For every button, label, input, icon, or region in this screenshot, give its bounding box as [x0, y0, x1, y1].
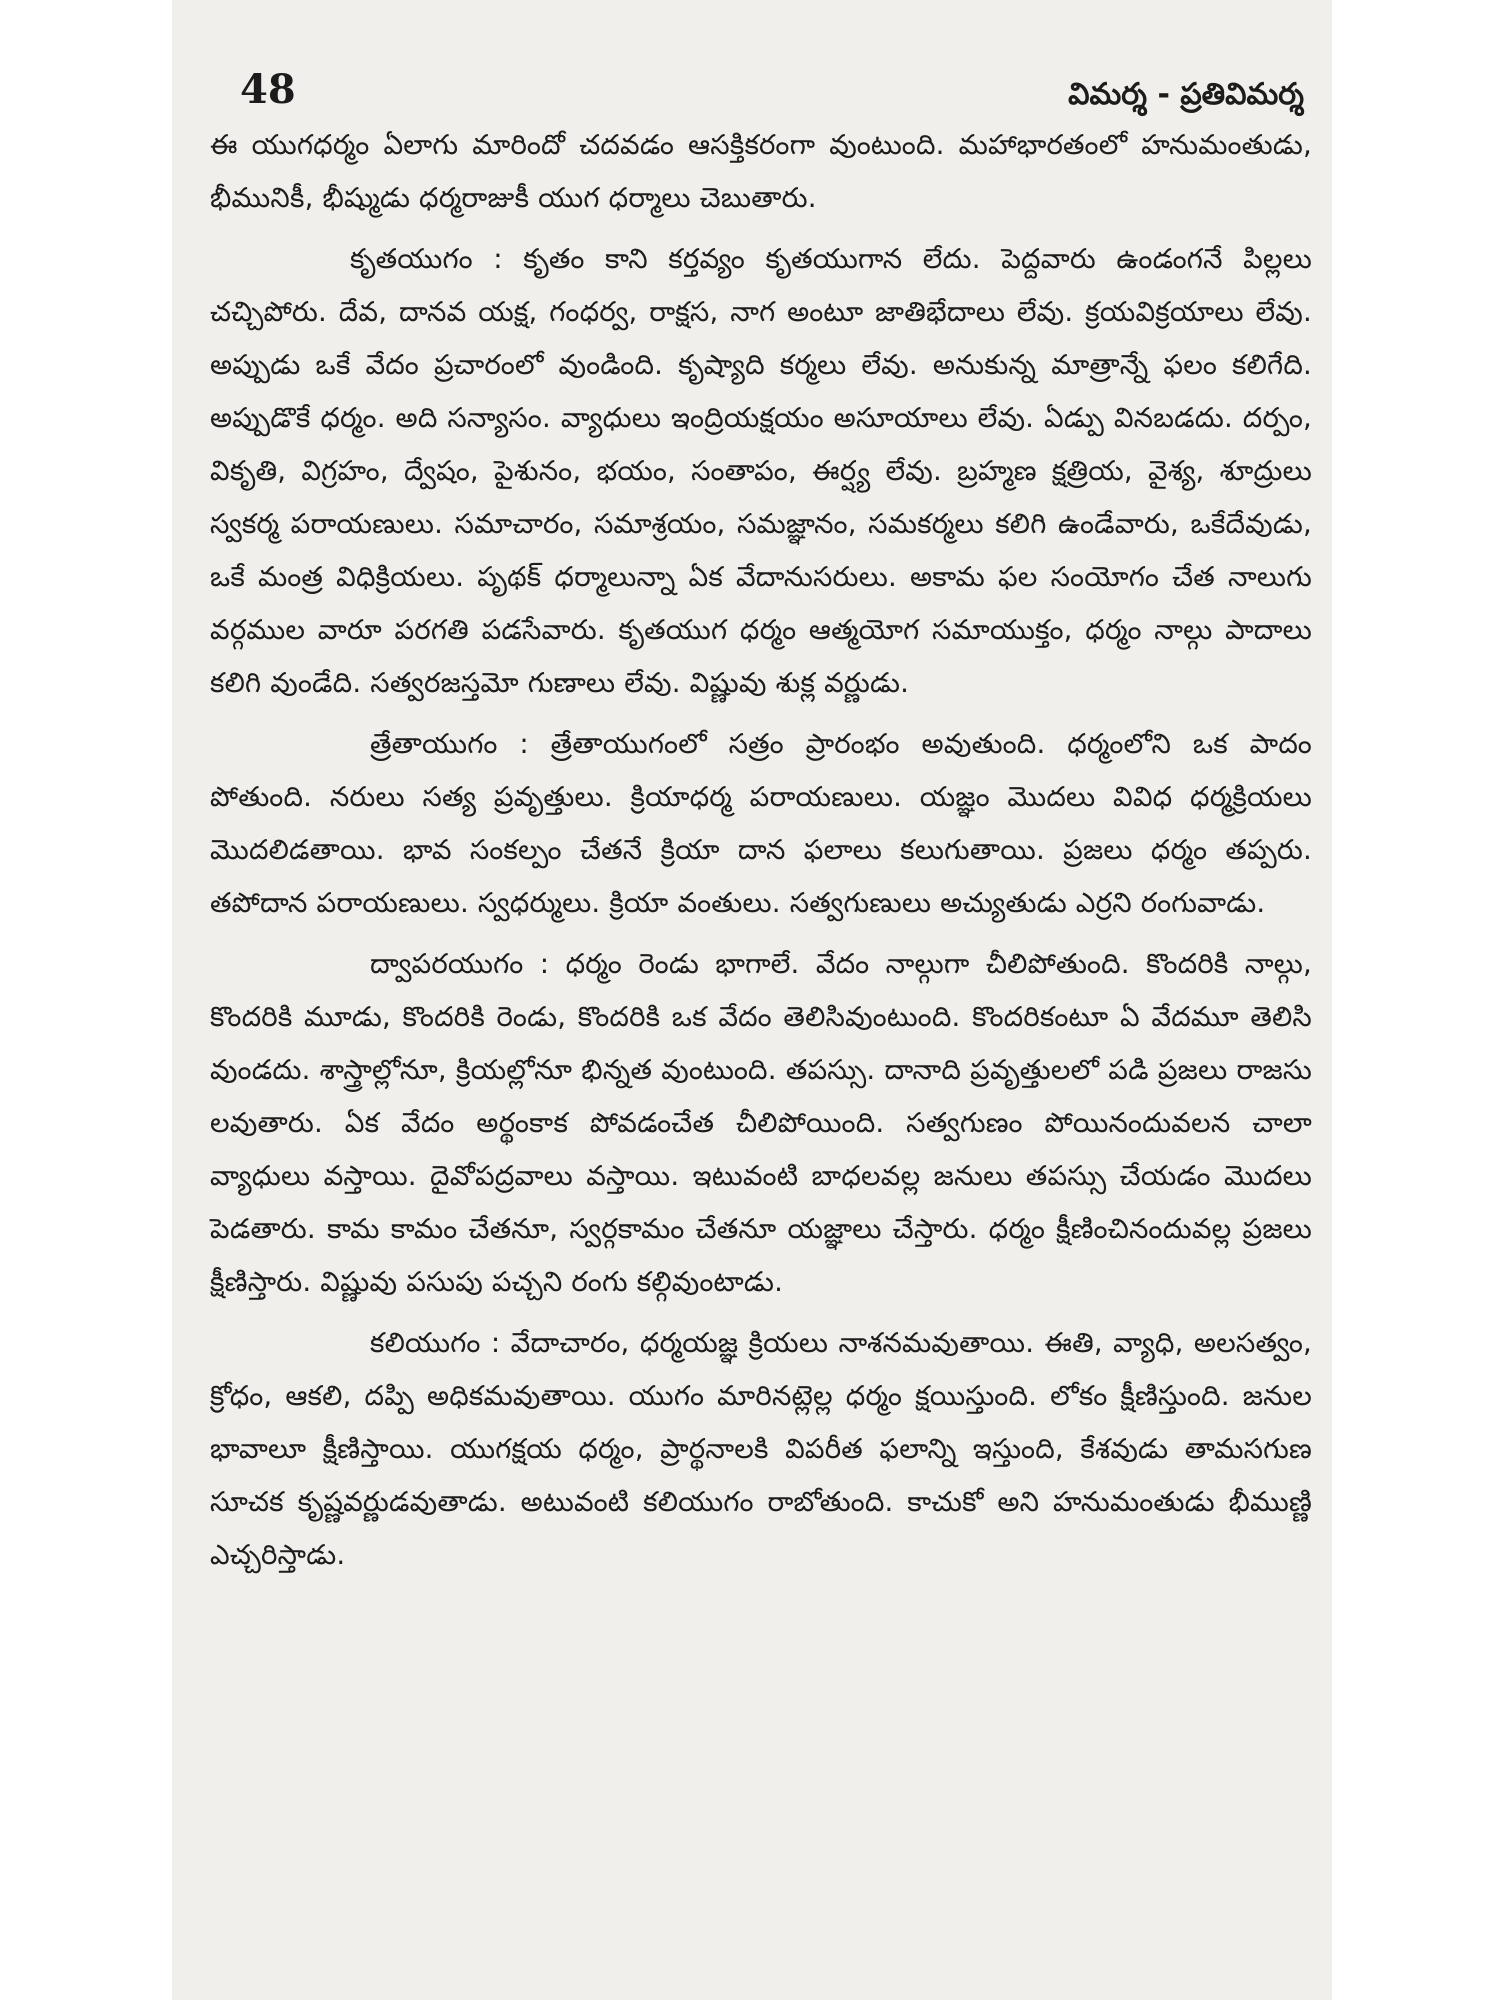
- paragraph-krita-yuga: కృతయుగం : కృతం కాని కర్తవ్యం కృతయుగాన లేదు. పెద్దవారు ఉండంగనే పిల్లలు చచ్చిపోరు. దేవ, దానవ యక్ష, గంధర్వ, రాక్షస, నాగ అంటూ జాతిభేదాలు లేవు. క్రయవిక్రయాలు లేవు. అప్పుడు ఒకే వేదం ప్రచారంలో వుండింది. కృష్యాది కర్మలు లేవు. అనుకున్న మాత్రాన్నే ఫలం కలిగేది. అప్పుడొకే ధర్మం. అది సన్యాసం. వ్యాధులు ఇంద్రియక్షయం అసూయాలు లేవు. ఏడ్పు వినబడదు. దర్పం, వికృతి, విగ్రహం, ద్వేషం, పైశునం, భయం, సంతాపం, ఈర్ష్య లేవు. బ్రహ్మణ క్షత్రియ, వైశ్య, శూద్రులు స్వకర్మ పరాయణులు. సమాచారం, సమాశ్రయం, సమజ్ఞానం, సమకర్మలు కలిగి ఉండేవారు, ఒకేదేవుడు, ఒకే మంత్ర విధిక్రియలు. పృథక్ ధర్మాలున్నా ఏక వేదానుసరులు. అకామ ఫల సంయోగం చేత నాలుగు వర్గముల వారూ పరగతి పడసేవారు. కృతయుగ ధర్మం ఆత్మయోగ సమాయుక్తం, ధర్మం నాల్గు పాదాలు కలిగి వుండేది. సత్వరజస్తమో గుణాలు లేవు. విష్ణువు శుక్ల వర్ణుడు.: [210, 242, 1312, 699]
- paragraph-dvapara-yuga: ద్వాపరయుగం : ధర్మం రెండు భాగాలే. వేదం నాల్గుగా చీలిపోతుంది. కొందరికి నాల్గు, కొందరికి మూడు, కొందరికి రెండు, కొందరికి ఒక వేదం తెలిసివుంటుంది. కొందరికంటూ ఏ వేదమూ తెలిసి వుండదు. శాస్త్రాల్లోనూ, క్రియల్లోనూ భిన్నత వుంటుంది. తపస్సు. దానాది ప్రవృత్తులలో పడి ప్రజలు రాజసు లవుతారు. ఏక వేదం అర్థంకాక పోవడంచేత చీలిపోయింది. సత్వగుణం పోయినందువలన చాలా వ్యాధులు వస్తాయి. దైవోపద్రవాలు వస్తాయి. ఇటువంటి బాధలవల్ల జనులు తపస్సు చేయడం మొదలు పెడతారు. కామ కామం చేతనూ, స్వర్గకామం చేతనూ యజ్ఞాలు చేస్తారు. ధర్మం క్షీణించినందువల్ల ప్రజలు క్షీణిస్తారు. విష్ణువు పసుపు పచ్చని రంగు కల్గివుంటాడు.: [210, 947, 1312, 1298]
- page-header: [210, 52, 1312, 113]
- paragraph-kali-yuga: కలియుగం : వేదాచారం, ధర్మయజ్ఞ క్రియలు నాశనమవుతాయి. ఈతి, వ్యాధి, అలసత్వం, క్రోధం, ఆకలి, దప్పి అధికమవుతాయి. యుగం మారినట్లెల్ల ధర్మం క్షయిస్తుంది. లోకం క్షీణిస్తుంది. జనుల భావాలూ క్షీణిస్తాయి. యుగక్షయ ధర్మం, ప్రార్థనాలకి విపరీత ఫలాన్ని ఇస్తుంది, కేశవుడు తామసగుణ సూచక కృష్ణవర్ణుడవుతాడు. అటువంటి కలియుగం రాబోతుంది. కాచుకో అని హనుమంతుడు భీముణ్ణి ఎచ్చరిస్తాడు.: [210, 1326, 1312, 1571]
- body-text: [210, 118, 1312, 1581]
- page-number: 48: [240, 66, 296, 113]
- paragraph-intro: ఈ యుగధర్మం ఏలాగు మారిందో చదవడం ఆసక్తికరంగా వుంటుంది. మహాభారతంలో హనుమంతుడు, భీమునికీ, భీష్ముడు ధర్మరాజుకీ యుగ ధర్మాలు చెబుతారు.: [210, 128, 1312, 214]
- running-head: విమర్శ - ప్రతివిమర్శ: [1068, 77, 1304, 112]
- book-page: [172, 0, 1332, 2000]
- paragraph-treta-yuga: త్రేతాయుగం : త్రేతాయుగంలో సత్రం ప్రారంభం అవుతుంది. ధర్మంలోని ఒక పాదం పోతుంది. నరులు సత్య ప్రవృత్తులు. క్రియాధర్మ పరాయణులు. యజ్ఞం మొదలు వివిధ ధర్మక్రియలు మొదలిడతాయి. భావ సంకల్పం చేతనే క్రియా దాన ఫలాలు కలుగుతాయి. ప్రజలు ధర్మం తప్పరు. తపోదాన పరాయణులు. స్వధర్ములు. క్రియా వంతులు. సత్వగుణులు అచ్యుతుడు ఎర్రని రంగువాడు.: [210, 727, 1312, 919]
